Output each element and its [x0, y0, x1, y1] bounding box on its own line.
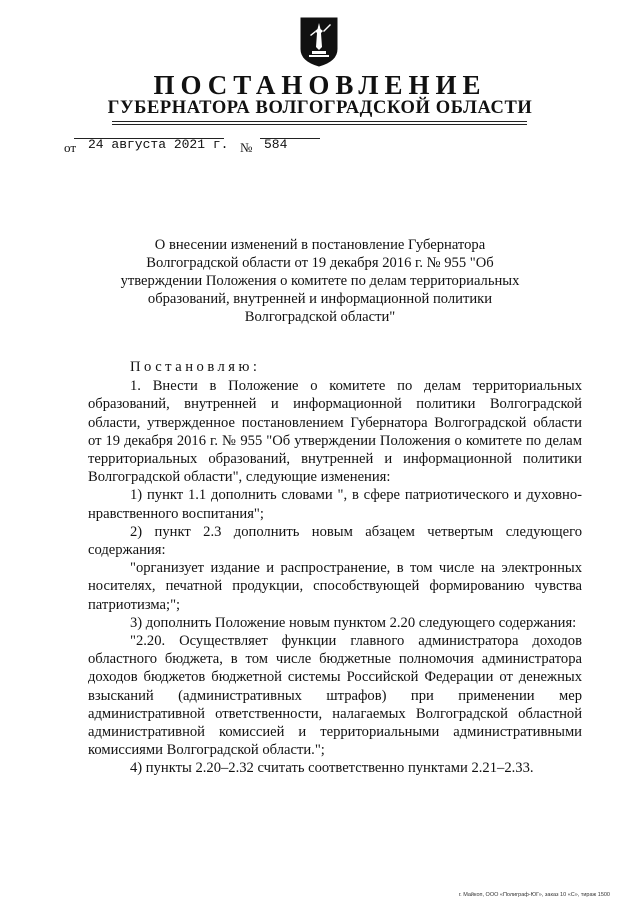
quoted-text-2-20: "2.20. Осуществляет функции главного администратора доходов областного бюджета, в том числе бюджетные полномочия администратора доходов бюджетов бюджетной системы Российской Федерации от денежных взысканий (административных штрафов) при применении мер административной ответственности, налагаемых Волгоградской областной административной комиссией и территориальными административными комиссиями Волгоградской области.";	[88, 633, 582, 759]
print-imprint: г. Майкоп, ООО «Полиграф-ЮГ», заказ 10 «С», тираж 1500	[458, 892, 610, 898]
number-field	[260, 137, 320, 152]
paragraph-1-1: 1) пункт 1.1 дополнить словами ", в сфере патриотического и духовно-нравственного воспитания";	[88, 487, 582, 522]
paragraph-1: 1. Внести в Положение о комитете по делам территориальных образований, внутренней и информационной политики Волгоградской области, утвержденное постановлением Губернатора Волгоградской области от 19 декабря 2016 г. № 955 "Об утверждении Положения о комитете по делам территориальных образований, внутренней и информационной политики Волгоградской области", следующие изменения:	[88, 378, 582, 486]
paragraph-1-4: 4) пункты 2.20–2.32 считать соответственно пунктами 2.21–2.33.	[130, 760, 534, 777]
issuer-title: ГУБЕРНАТОРА ВОЛГОГРАДСКОЙ ОБЛАСТИ	[107, 98, 533, 118]
document-date: 24 августа 2021 г.	[88, 137, 229, 152]
volgograd-coat-of-arms-icon	[300, 17, 338, 67]
document-subject: О внесении изменений в постановление Губернатора Волгоградской области от 19 декабря 2016 г. № 955 "Об утверждении Положения о комитете по делам территориальных образований, внутренней и информационной политики Волгоградской области"	[120, 237, 520, 325]
header-divider	[112, 121, 527, 122]
document-body	[88, 358, 582, 778]
quoted-text-2-3: "организует издание и распространение, в том числе на электронных носителях, печатной продукции, способствующей формированию чувства патриотизма;";	[88, 560, 582, 613]
header-divider-thin	[112, 124, 527, 125]
date-prefix: от	[64, 140, 77, 155]
paragraph-1-3: 3) дополнить Положение новым пунктом 2.20 следующего содержания:	[130, 614, 577, 631]
paragraph-1-2: 2) пункт 2.3 дополнить новым абзацем четвертым следующего содержания:	[88, 523, 582, 559]
decree-word: Постановляю:	[130, 359, 261, 375]
date-field	[74, 137, 229, 152]
document-type-title: ПОСТАНОВЛЕНИЕ	[153, 70, 487, 100]
document-number: 584	[264, 137, 288, 152]
number-prefix: №	[240, 140, 253, 155]
